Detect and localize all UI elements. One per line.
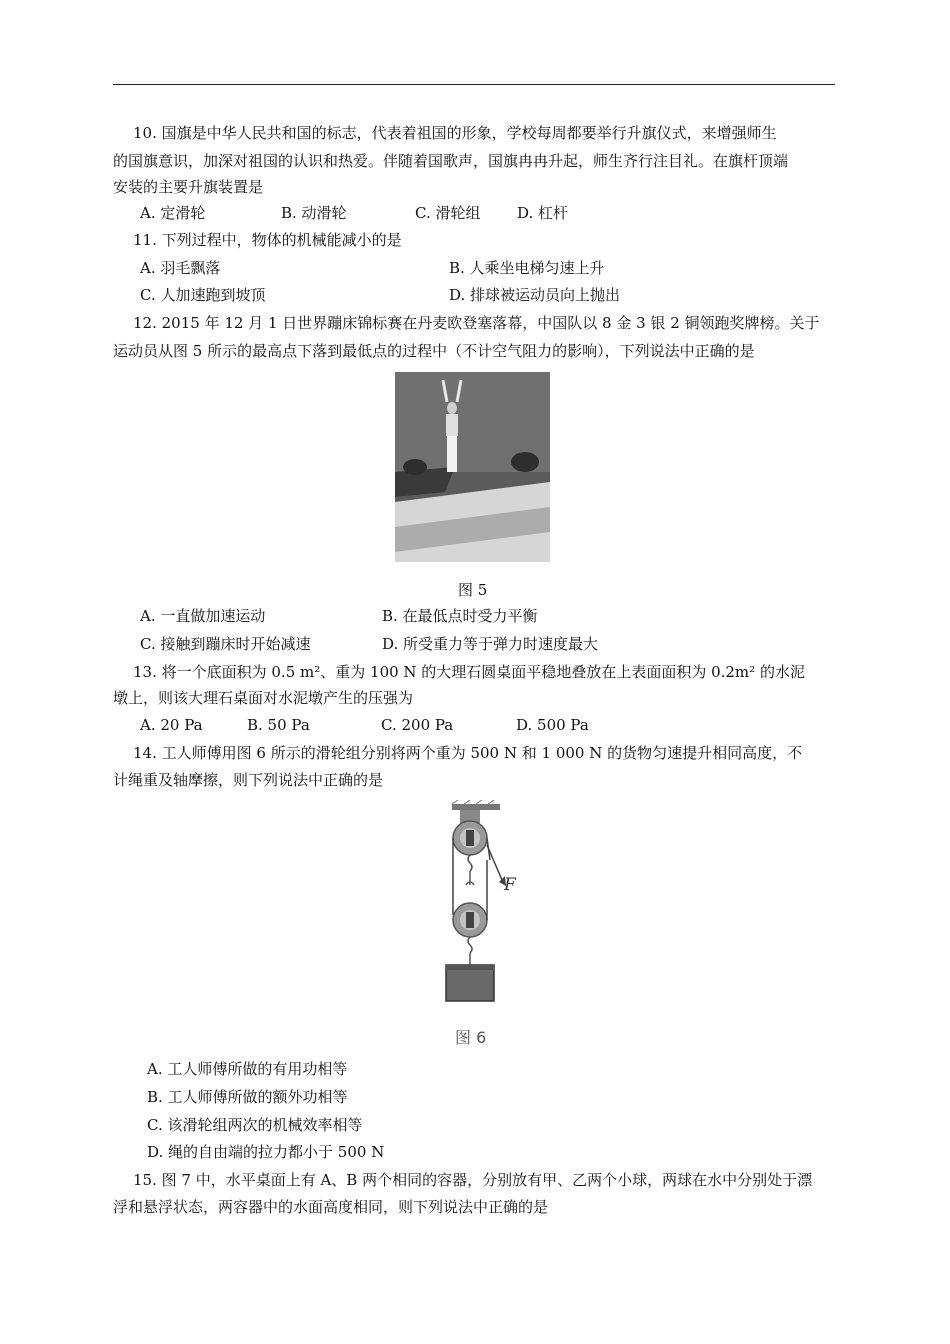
q12-option-a: A. 一直做加速运动 xyxy=(140,607,266,625)
pulley-system-figure xyxy=(430,800,530,1005)
q10-line-2: 的国旗意识，加深对祖国的认识和热爱。伴随着国歌声，国旗冉冉升起，师生齐行注目礼。在旗杆顶端 xyxy=(113,152,789,170)
q14-option-b: B. 工人师傅所做的额外功相等 xyxy=(147,1088,348,1106)
q12-option-c: C. 接触到蹦床时开始减速 xyxy=(140,635,311,653)
q13-option-d: D. 500 Pa xyxy=(516,716,589,734)
q11-stem: 11. 下列过程中，物体的机械能减小的是 xyxy=(133,231,402,249)
q10-option-b: B. 动滑轮 xyxy=(281,204,347,222)
q10-option-a: A. 定滑轮 xyxy=(140,204,206,222)
q13-line-2: 墩上，则该大理石桌面对水泥墩产生的压强为 xyxy=(113,689,414,707)
header-rule xyxy=(113,84,835,85)
q11-option-a: A. 羽毛飘落 xyxy=(140,259,221,277)
q10-option-c: C. 滑轮组 xyxy=(415,204,481,222)
q11-option-c: C. 人加速跑到坡顶 xyxy=(140,286,266,304)
q12-line-1: 12. 2015 年 12 月 1 日世界蹦床锦标赛在丹麦欧登塞落幕，中国队以 8 金 3 银 2 铜领跑奖牌榜。关于 xyxy=(133,314,820,332)
q10-line-3: 安装的主要升旗装置是 xyxy=(113,178,264,196)
trampoline-photo xyxy=(395,372,550,562)
q15-line-2: 浮和悬浮状态，两容器中的水面高度相同，则下列说法中正确的是 xyxy=(113,1198,549,1216)
figure-6-caption: 图 6 xyxy=(455,1028,487,1047)
q13-option-b: B. 50 Pa xyxy=(247,716,310,734)
force-label-f: F xyxy=(504,875,516,895)
q14-line-1: 14. 工人师傅用图 6 所示的滑轮组分别将两个重为 500 N 和 1 000 N 的货物匀速提升相同高度，不 xyxy=(133,744,803,762)
q12-option-b: B. 在最低点时受力平衡 xyxy=(382,607,538,625)
q10-option-d: D. 杠杆 xyxy=(517,204,569,222)
q13-line-1: 13. 将一个底面积为 0.5 m²、重为 100 N 的大理石圆桌面平稳地叠放在上表面面积为 0.2m² 的水泥 xyxy=(133,663,805,681)
q15-line-1: 15. 图 7 中，水平桌面上有 A、B 两个相同的容器，分别放有甲、乙两个小球，两球在水中分别处于漂 xyxy=(133,1171,813,1189)
q13-option-a: A. 20 Pa xyxy=(140,716,203,734)
q10-line-1: 10. 国旗是中华人民共和国的标志，代表着祖国的形象，学校每周都要举行升旗仪式，来增强师生 xyxy=(133,124,777,142)
q13-option-c: C. 200 Pa xyxy=(381,716,454,734)
q11-option-d: D. 排球被运动员向上抛出 xyxy=(449,286,621,304)
figure-5-caption: 图 5 xyxy=(458,581,488,599)
q14-line-2: 计绳重及轴摩擦，则下列说法中正确的是 xyxy=(113,771,384,789)
q14-option-a: A. 工人师傅所做的有用功相等 xyxy=(147,1060,348,1078)
q14-option-d: D. 绳的自由端的拉力都小于 500 N xyxy=(147,1143,385,1161)
q14-option-c: C. 该滑轮组两次的机械效率相等 xyxy=(147,1116,363,1134)
q11-option-b: B. 人乘坐电梯匀速上升 xyxy=(449,259,605,277)
q12-line-2: 运动员从图 5 所示的最高点下落到最低点的过程中（不计空气阻力的影响），下列说法中正确的是 xyxy=(113,342,755,360)
q12-option-d: D. 所受重力等于弹力时速度最大 xyxy=(382,635,599,653)
